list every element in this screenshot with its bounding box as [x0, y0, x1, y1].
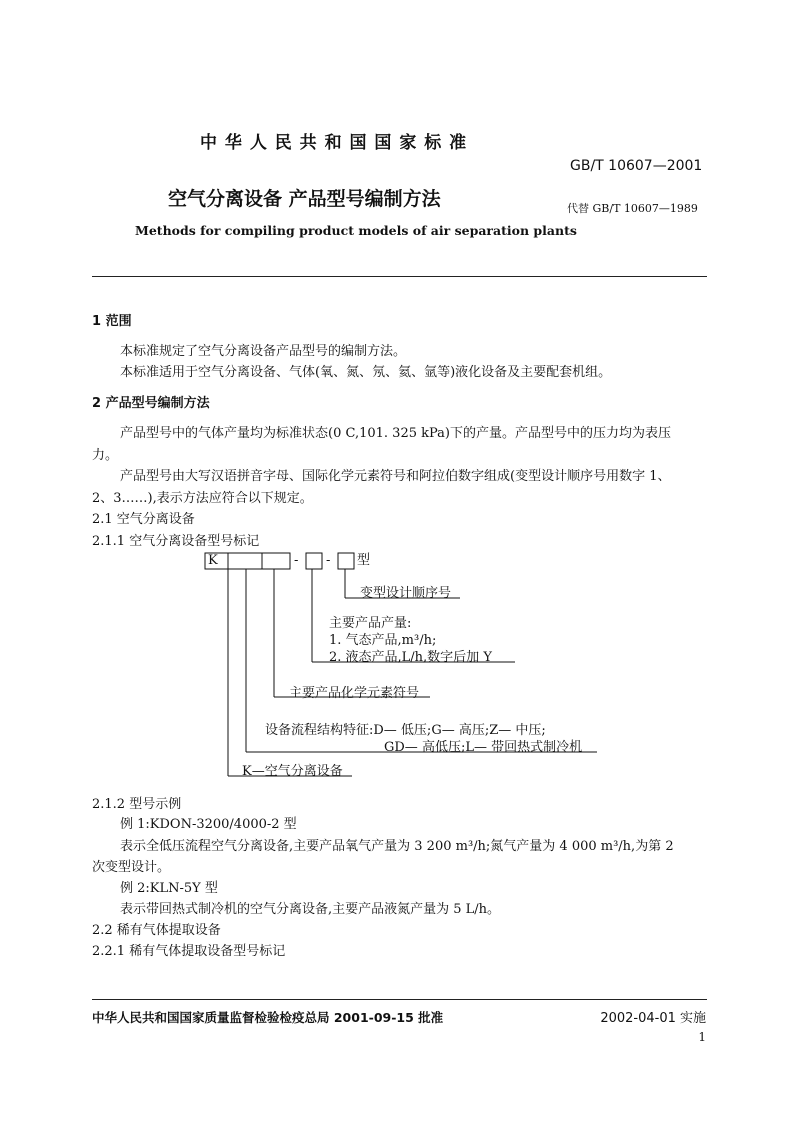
section-2-paragraph-2-line-2: 2、3……),表示方法应符合以下规定。	[92, 491, 313, 506]
section-2-2-heading: 2.2 稀有气体提取设备	[92, 923, 221, 938]
label-k-meaning: K—空气分离设备	[242, 764, 343, 779]
designation-dash-2: -	[326, 553, 331, 568]
designation-box-output	[306, 553, 322, 569]
label-output-liquid: 2. 液态产品,L/h,数字后加 Y	[329, 650, 492, 665]
document-title-cn: 空气分离设备 产品型号编制方法	[168, 188, 441, 210]
section-2-paragraph-1-line-1: 产品型号中的气体产量均为标准状态(0 C,101. 325 kPa)下的产量。产品型号中的压力均为表压	[120, 426, 671, 441]
label-variant-sequence: 变型设计顺序号	[360, 586, 452, 601]
footer-effective-date: 2002-04-01 实施	[600, 1011, 706, 1026]
example-1-description-line-2: 次变型设计。	[92, 860, 171, 875]
example-1-description-line-1: 表示全低压流程空气分离设备,主要产品氧气产量为 3 200 m³/h;氮气产量为 4 000 m³/h,为第 2	[120, 839, 674, 854]
example-2-description: 表示带回热式制冷机的空气分离设备,主要产品液氮产量为 5 L/h。	[120, 902, 501, 917]
section-1-paragraph-1: 本标准规定了空气分离设备产品型号的编制方法。	[120, 344, 407, 359]
page-number: 1	[698, 1030, 706, 1044]
section-2-paragraph-2-line-1: 产品型号由大写汉语拼音字母、国际化学元素符号和阿拉伯数字组成(变型设计顺序号用数字 1、	[120, 469, 671, 484]
section-2-2-1-heading: 2.2.1 稀有气体提取设备型号标记	[92, 944, 286, 959]
section-2-1-1-heading: 2.1.1 空气分离设备型号标记	[92, 534, 260, 549]
designation-box-variant	[338, 553, 354, 569]
footer-divider	[92, 999, 707, 1000]
designation-suffix: 型	[357, 553, 371, 568]
replaces-standard: 代替 GB/T 10607—1989	[567, 202, 698, 215]
section-1-heading: 1 范围	[92, 314, 132, 329]
example-1: 例 1:KDON-3200/4000-2 型	[120, 817, 297, 832]
document-title-en: Methods for compiling product models of air separation plants	[135, 223, 577, 238]
label-process-line-1: 设备流程结构特征:D— 低压;G— 高压;Z— 中压;	[265, 723, 546, 738]
section-1-paragraph-2: 本标准适用于空气分离设备、气体(氧、氮、氖、氦、氩等)液化设备及主要配套机组。	[120, 365, 612, 380]
label-process-line-2: GD— 高低压;L— 带回热式制冷机	[384, 740, 583, 755]
designation-box-label-k: K	[208, 553, 218, 568]
section-2-paragraph-1-line-2: 力。	[92, 448, 119, 463]
label-output-title: 主要产品产量:	[329, 616, 412, 631]
section-2-heading: 2 产品型号编制方法	[92, 396, 210, 411]
footer-issuer: 中华人民共和国国家质量监督检验检疫总局 2001-09-15 批准	[92, 1010, 444, 1025]
label-output-gas: 1. 气态产品,m³/h;	[329, 633, 437, 648]
designation-dash-1: -	[294, 553, 299, 568]
standard-number: GB/T 10607—2001	[570, 158, 703, 174]
example-2: 例 2:KLN-5Y 型	[120, 881, 218, 896]
section-2-1-heading: 2.1 空气分离设备	[92, 512, 195, 527]
standard-category: 中 华 人 民 共 和 国 国 家 标 准	[200, 133, 468, 153]
label-chemical-element: 主要产品化学元素符号	[289, 686, 420, 701]
section-2-1-2-heading: 2.1.2 型号示例	[92, 797, 182, 812]
